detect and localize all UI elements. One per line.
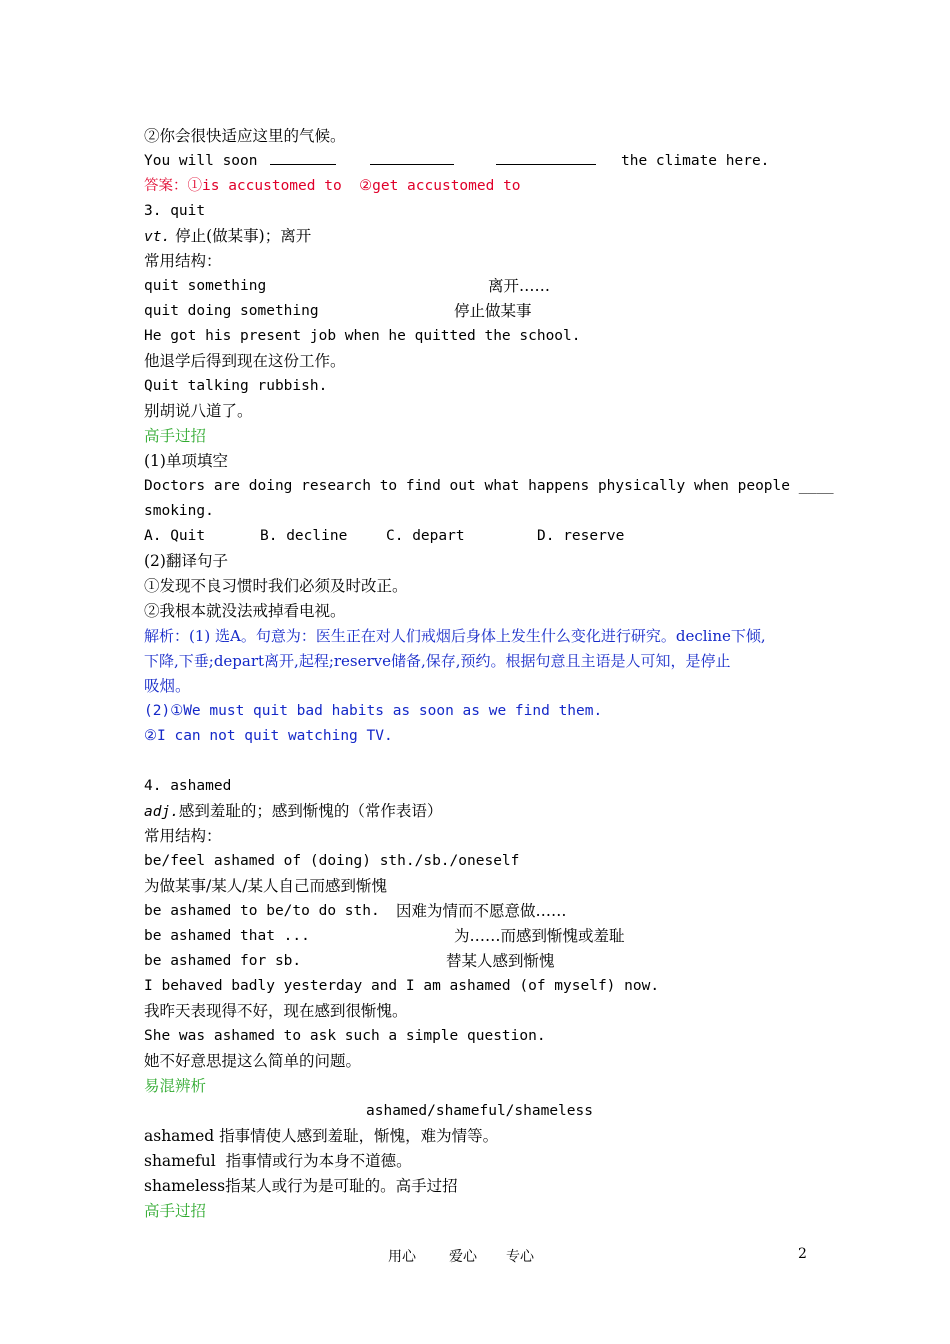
structure-meaning: 停止做某事 [454,302,532,320]
footer-text: 专心 [506,1249,534,1265]
subsection-heading: (2)翻译句子 [144,552,228,570]
option-a: A. Quit [144,528,206,544]
analysis-text: 解析：(1) 选A。句意为：医生正在对人们戒烟后身体上发生什么变化进行研究。decline下倾, [144,627,766,645]
blank-1 [270,149,336,174]
example-zh: 我昨天表现得不好，现在感到很惭愧。 [144,1002,408,1020]
answer-options [144,524,804,549]
structure-row [144,274,804,299]
section-heading-practice: 高手过招 [144,1202,207,1220]
page-number: 2 [798,1246,807,1262]
structure-phrase: be ashamed to be/to do sth. [144,903,380,919]
sentence-start: You will soon [144,153,258,169]
example-zh: 他退学后得到现在这份工作。 [144,352,346,370]
structure-meaning: 为……而感到惭愧或羞耻 [454,927,625,945]
common-structure-label: 常用结构： [144,827,222,845]
example-en: He got his present job when he quitted the school. [144,328,581,344]
structure-phrase: quit doing something [144,303,319,319]
answer-label: 答案： [144,178,188,194]
example-en: I behaved badly yesterday and I am ashamed (of myself) now. [144,978,660,994]
common-structure-label: 常用结构： [144,252,222,270]
ashamed-definition [144,799,442,825]
analysis-text: 下降,下垂;depart离开,起程;reserve储备,保存,预约。根据句意且主语是人可知，是停止 [144,652,731,670]
question-text: Doctors are doing research to find out what happens physically when people ____ [144,478,834,494]
structure-meaning: 为做某事/某人/某人自己而感到惭愧 [144,877,387,895]
footer-text: 爱心 [449,1249,477,1265]
structure-phrase: be ashamed for sb. [144,953,302,969]
quit-definition [144,224,311,250]
pos-adj: adj. [144,804,179,820]
footer-text: 用心 [388,1249,416,1265]
subsection-heading: (1)单项填空 [144,452,228,470]
question-2-prompt: ②你会很快适应这里的气候。 [144,127,346,145]
section-heading-confusables: 易混辨析 [144,1077,207,1095]
confusable-item: ashamed 指事情使人感到羞耻，惭愧，难为情等。 [144,1127,499,1145]
structure-meaning: 离开…… [488,277,551,295]
answer-text: ①is accustomed to ②get accustomed to [187,178,521,194]
structure-phrase: be ashamed that ... [144,928,310,944]
analysis-answer: (2)①We must quit bad habits as soon as we find them. [144,703,603,719]
option-d: D. reserve [537,528,625,544]
option-b: B. decline [260,528,348,544]
confusables-title: ashamed/shameful/shameless [366,1103,593,1119]
pos-vt: vt. [144,229,171,245]
structure-phrase: be/feel ashamed of (doing) sth./sb./oneself [144,853,520,869]
sentence-end: the climate here. [621,153,770,169]
question-text-cont: smoking. [144,503,214,519]
translate-item: ①发现不良习惯时我们必须及时改正。 [144,577,408,595]
example-zh: 她不好意思提这么简单的问题。 [144,1052,362,1070]
quit-meaning: 停止(做某事)；离开 [170,227,312,245]
example-zh: 别胡说八道了。 [144,402,253,420]
fill-in-sentence [144,149,804,174]
section-heading-practice: 高手过招 [144,427,207,445]
structure-row [144,899,804,924]
ashamed-meaning: 感到羞耻的；感到惭愧的（常作表语） [178,802,443,820]
heading-quit: 3. quit [144,203,206,219]
option-c: C. depart [386,528,465,544]
structure-phrase: quit something [144,278,267,294]
answer-line [144,174,521,199]
structure-meaning: 因难为情而不愿意做…… [396,902,567,920]
heading-ashamed: 4. ashamed [144,778,232,794]
structure-row [144,299,804,324]
blank-2 [370,149,454,174]
blank-3 [496,149,596,174]
structure-row [144,924,804,949]
confusable-item: shameless指某人或行为是可耻的。高手过招 [144,1177,458,1195]
analysis-answer: ②I can not quit watching TV. [144,728,393,744]
structure-row [144,949,804,974]
confusable-item: shameful 指事情或行为本身不道德。 [144,1152,412,1170]
example-en: She was ashamed to ask such a simple question. [144,1028,546,1044]
translate-item: ②我根本就没法戒掉看电视。 [144,602,346,620]
example-en: Quit talking rubbish. [144,378,328,394]
structure-meaning: 替某人感到惭愧 [446,952,555,970]
analysis-text: 吸烟。 [144,677,191,695]
